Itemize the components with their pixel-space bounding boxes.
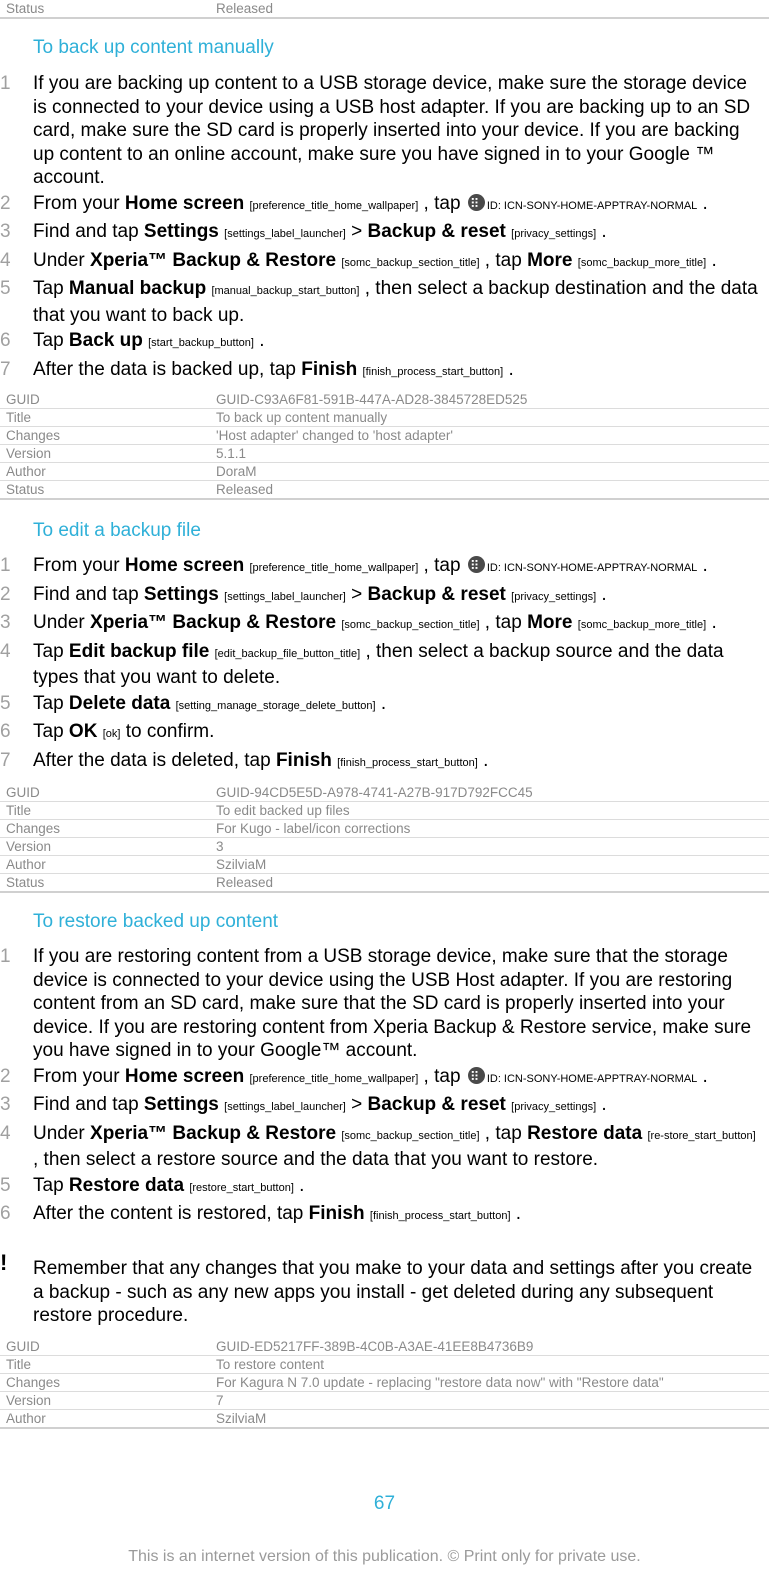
step: 3 Under Xperia™ Backup & Restore [somc_backup_section_title] , tap More [somc_backup_more_title] . <box>0 612 717 633</box>
steps-edit-backup <box>0 554 760 777</box>
section-title-backup-manually: To back up content manually <box>33 37 274 58</box>
meta-value: Released <box>210 0 769 18</box>
app-tray-icon <box>468 1067 485 1084</box>
step: 6 Tap OK [ok] to confirm. <box>0 721 215 742</box>
step: 6 Tap Back up [start_backup_button] . <box>0 330 265 351</box>
steps-backup-manually <box>0 72 760 386</box>
section-title-restore: To restore backed up content <box>33 911 279 932</box>
warning-icon: ! <box>0 1250 8 1275</box>
footer-text: This is an internet version of this publication. © Print only for private use. <box>128 1548 641 1565</box>
step: 7 After the data is deleted, tap Finish [finish_process_start_button] . <box>0 749 489 771</box>
step: 1 If you are backing up content to a USB storage device, make sure the storage device is connected to your device using a USB host adapter. If you are backing up to an SD card, make sure the SD card is properly inserted into your device. If you are backing up content to an online account, make sure you have signed in to your Google ™ account. <box>0 73 751 188</box>
step: 7 After the data is backed up, tap Finish [finish_process_start_button] . <box>0 358 514 380</box>
section-title-edit-backup: To edit a backup file <box>33 520 201 541</box>
page-number: 67 <box>373 1493 396 1514</box>
home-screen-label: Home screen <box>124 192 245 214</box>
metadata-table-3: GUID GUID-ED5217FF-389B-4C0B-A3AE-41EE8B4736B9 Title To restore content Changes For Kagura N 7.0 update - replacing "restore data now" with "Restore data" Version 7 Author SzilviaM <box>0 1338 769 1429</box>
step: 4 Tap Edit backup file [edit_backup_file_button_title] , then select a backup source and the data types that you want to delete. <box>0 640 724 688</box>
top-metadata-table <box>0 0 769 19</box>
step: 1 If you are restoring content from a USB storage device, make sure that the storage device is connected to your device using the USB Host adapter. If you are restoring content from an SD card, make sure that the SD card is properly inserted into your device. If you are restoring content from Xperia Backup & Restore service, make sure you have signed in to your Google™ account. <box>0 946 752 1061</box>
warning-note: Remember that any changes that you make to your data and settings after you create a backup - such as any new apps you install - get deleted during any subsequent restore procedure. <box>33 1258 753 1326</box>
step: 3 Find and tap Settings [settings_label_launcher] > Backup & reset [privacy_settings] . <box>0 221 607 242</box>
step: 2 From your Home screen [preference_title_home_wallpaper] , tap ⠿ ID: ICN-SONY-HOME-APPTRAY-NORMAL . <box>0 192 760 219</box>
step: 3 Find and tap Settings [settings_label_launcher] > Backup & reset [privacy_settings] . <box>0 1094 607 1115</box>
step: 2 Find and tap Settings [settings_label_launcher] > Backup & reset [privacy_settings] . <box>0 583 607 605</box>
step: 5 Tap Delete data [setting_manage_storage_delete_button] . <box>0 692 387 714</box>
app-tray-icon <box>468 556 485 573</box>
steps-restore <box>0 945 760 1231</box>
step: 4 Under Xperia™ Backup & Restore [somc_backup_section_title] , tap Restore data [re-store_start_button] , then select a restore source and the data that you want to restore. <box>0 1122 756 1170</box>
step: 5 Tap Manual backup [manual_backup_start_button] , then select a backup destination and the data that you want to back up. <box>0 278 758 326</box>
step: 6 After the content is restored, tap Finish [finish_process_start_button] . <box>0 1203 522 1224</box>
step: 5 Tap Restore data [restore_start_button] . <box>0 1174 305 1196</box>
step: 4 Under Xperia™ Backup & Restore [somc_backup_section_title] , tap More [somc_backup_more_title] . <box>0 249 717 271</box>
step: 1 From your Home screen [preference_title_home_wallpaper] , tap ⠿ ID: ICN-SONY-HOME-APPTRAY-NORMAL . <box>0 554 760 581</box>
meta-key: Status <box>0 0 210 18</box>
metadata-table-2: GUID GUID-94CD5E5D-A978-4741-A27B-917D792FCC45 Title To edit backed up files Changes For Kugo - label/icon corrections Version 3 Author SzilviaM Status Released <box>0 784 769 893</box>
app-tray-icon <box>468 194 485 211</box>
step: 2 From your Home screen [preference_title_home_wallpaper] , tap ⠿ ID: ICN-SONY-HOME-APPTRAY-NORMAL . <box>0 1065 760 1092</box>
metadata-table-1: GUID GUID-C93A6F81-591B-447A-AD28-3845728ED525 Title To back up content manually Changes 'Host adapter' changed to 'host adapter' Version 5.1.1 Author DoraM Status Released <box>0 391 769 500</box>
